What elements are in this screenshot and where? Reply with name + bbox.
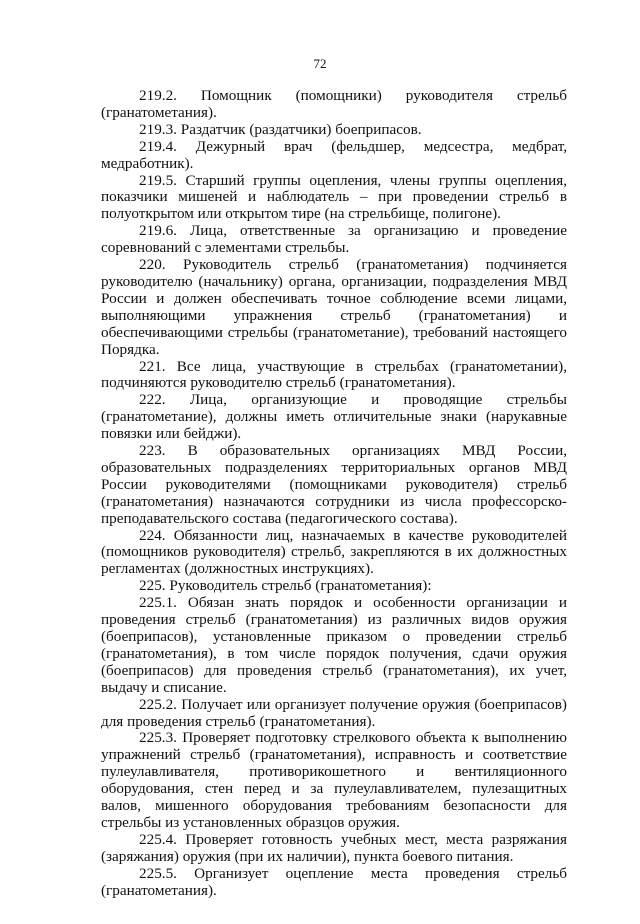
- paragraph-223: 223. В образовательных организациях МВД России, образовательных подразделениях территориальных органов МВД России руководителями (помощниками руководителя) стрельб (гранатометания) назначаются сотрудники из числа профессорско-преподавательского состава (педагогического состава).: [101, 442, 567, 527]
- paragraph-225-4: 225.4. Проверяет готовность учебных мест, места разряжания (заряжания) оружия (при их наличии), пункта боевого питания.: [101, 830, 567, 865]
- paragraph-219-6: 219.6. Лица, ответственные за организацию и проведение соревнований с элементами стрельбы.: [101, 222, 567, 257]
- paragraph-220: 220. Руководитель стрельб (гранатометания) подчиняется руководителю (начальнику) органа, организации, подразделения МВД России и должен обеспечивать точное соблюдение всеми лицами, выполняющими упражнения стрельб (гранатометания) и обеспечивающими стрельбы (гранатометание), требований настоящего Порядка.: [101, 256, 567, 358]
- page-number: 72: [313, 56, 327, 71]
- paragraph-219-4: 219.4. Дежурный врач (фельдшер, медсестра, медбрат, медработник).: [101, 137, 567, 172]
- paragraph-219-5: 219.5. Старший группы оцепления, члены группы оцепления, показчики мишеней и наблюдатель – при проведении стрельб в полуоткрытом или открытом тире (на стрельбище, полигоне).: [101, 171, 567, 223]
- paragraph-224: 224. Обязанности лиц, назначаемых в качестве руководителей (помощников руководителя) стрельб, закрепляются в их должностных регламентах (должностных инструкциях).: [101, 526, 567, 578]
- paragraph-225-5: 225.5. Организует оцепление места проведения стрельб (гранатометания).: [101, 864, 567, 899]
- paragraph-225: 225. Руководитель стрельб (гранатометания):: [139, 577, 432, 595]
- paragraph-225-3: 225.3. Проверяет подготовку стрелкового объекта к выполнению упражнений стрельб (гранатометания), исправность и соответствие пулеулавливателя, противорикошетного и вентиляционного оборудования, стен перед и за пулеулавливателем, пулезащитных валов, мишенного оборудования требованиям безопасности для стрельбы из установленных образцов оружия.: [101, 729, 567, 831]
- paragraph-222: 222. Лица, организующие и проводящие стрельбы (гранатометание), должны иметь отличительные знаки (нарукавные повязки или бейджи).: [101, 391, 567, 443]
- paragraph-219-3: 219.3. Раздатчик (раздатчики) боеприпасов.: [139, 120, 422, 138]
- paragraph-225-2: 225.2. Получает или организует получение оружия (боеприпасов) для проведения стрельб (гранатометания).: [101, 695, 567, 730]
- paragraph-219-2: 219.2. Помощник (помощники) руководителя стрельб (гранатометания).: [101, 87, 567, 121]
- document-body: [101, 88, 567, 900]
- paragraph-225-1: 225.1. Обязан знать порядок и особенности организации и проведения стрельб (гранатометания) из различных видов оружия (боеприпасов), установленные приказом о проведении стрельб (гранатометания), в том числе порядок получения, сдачи оружия (боеприпасов) для проведения стрельб (гранатометания), их учет, выдачу и списание.: [101, 594, 567, 696]
- paragraph-221: 221. Все лица, участвующие в стрельбах (гранатометании), подчиняются руководителю стрельб (гранатометания).: [101, 357, 567, 392]
